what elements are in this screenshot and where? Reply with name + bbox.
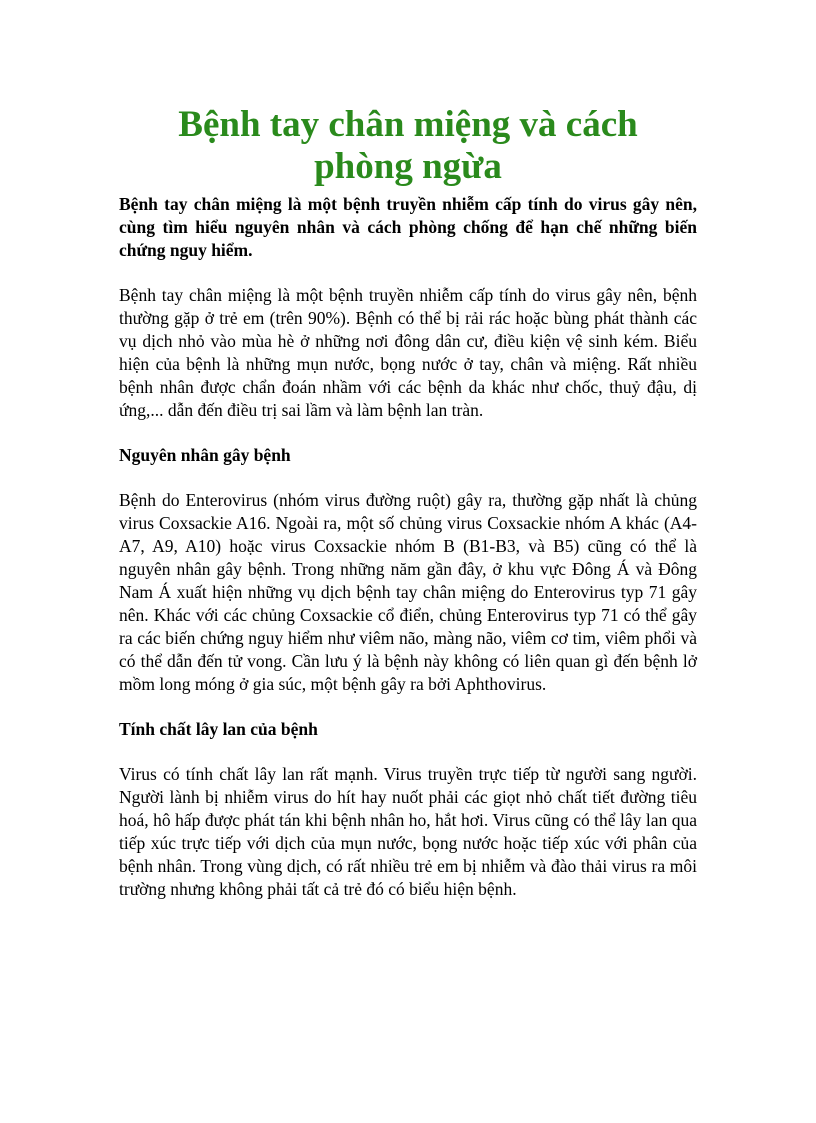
document-page bbox=[119, 104, 697, 923]
section-paragraph-cause: Bệnh do Enterovirus (nhóm virus đường ruột) gây ra, thường gặp nhất là chủng virus Coxsackie A16. Ngoài ra, một số chủng virus Coxsackie nhóm A khác (A4-A7, A9, A10) hoặc virus Coxsackie nhóm B (B1-B3, và B5) cũng có thể là nguyên nhân gây bệnh. Trong những năm gần đây, ở khu vực Đông Á và Đông Nam Á xuất hiện những vụ dịch bệnh tay chân miệng do Enterovirus typ 71 gây nên. Khác với các chủng Coxsackie cổ điển, chủng Enterovirus typ 71 có thể gây ra các biến chứng nguy hiểm như viêm não, màng não, viêm cơ tim, viêm phổi và có thể dẫn đến tử vong. Cần lưu ý là bệnh này không có liên quan gì đến bệnh lở mồm long móng ở gia súc, một bệnh gây ra bởi Aphthovirus. bbox=[119, 490, 697, 694]
lead-paragraph: Bệnh tay chân miệng là một bệnh truyền nhiễm cấp tính do virus gây nên, cùng tìm hiểu nguyên nhân và cách phòng chống để hạn chế những biến chứng nguy hiểm. bbox=[119, 194, 697, 260]
page-title: Bệnh tay chân miệng và cách phòng ngừa bbox=[178, 104, 638, 187]
section-heading-cause: Nguyên nhân gây bệnh bbox=[119, 445, 291, 465]
intro-paragraph: Bệnh tay chân miệng là một bệnh truyền nhiễm cấp tính do virus gây nên, bệnh thường gặp ở trẻ em (trên 90%). Bệnh có thể bị rải rác hoặc bùng phát thành các vụ dịch nhỏ vào mùa hè ở những nơi đông dân cư, điều kiện vệ sinh kém. Biểu hiện của bệnh là những mụn nước, bọng nước ở tay, chân và miệng. Rất nhiều bệnh nhân được chẩn đoán nhầm với các bệnh da khác như chốc, thuỷ đậu, dị ứng,... dẫn đến điều trị sai lầm và làm bệnh lan tràn. bbox=[119, 285, 697, 420]
section-heading-transmission: Tính chất lây lan của bệnh bbox=[119, 719, 318, 739]
section-paragraph-transmission: Virus có tính chất lây lan rất mạnh. Virus truyền trực tiếp từ người sang người. Người lành bị nhiễm virus do hít hay nuốt phải các giọt nhỏ chất tiết đường tiêu hoá, hô hấp được phát tán khi bệnh nhân ho, hắt hơi. Virus cũng có thể lây lan qua tiếp xúc trực tiếp với dịch của mụn nước, bọng nước hoặc tiếp xúc với phân của bệnh nhân. Trong vùng dịch, có rất nhiều trẻ em bị nhiễm và đào thải virus ra môi trường nhưng không phải tất cả trẻ đó có biểu hiện bệnh. bbox=[119, 764, 697, 899]
